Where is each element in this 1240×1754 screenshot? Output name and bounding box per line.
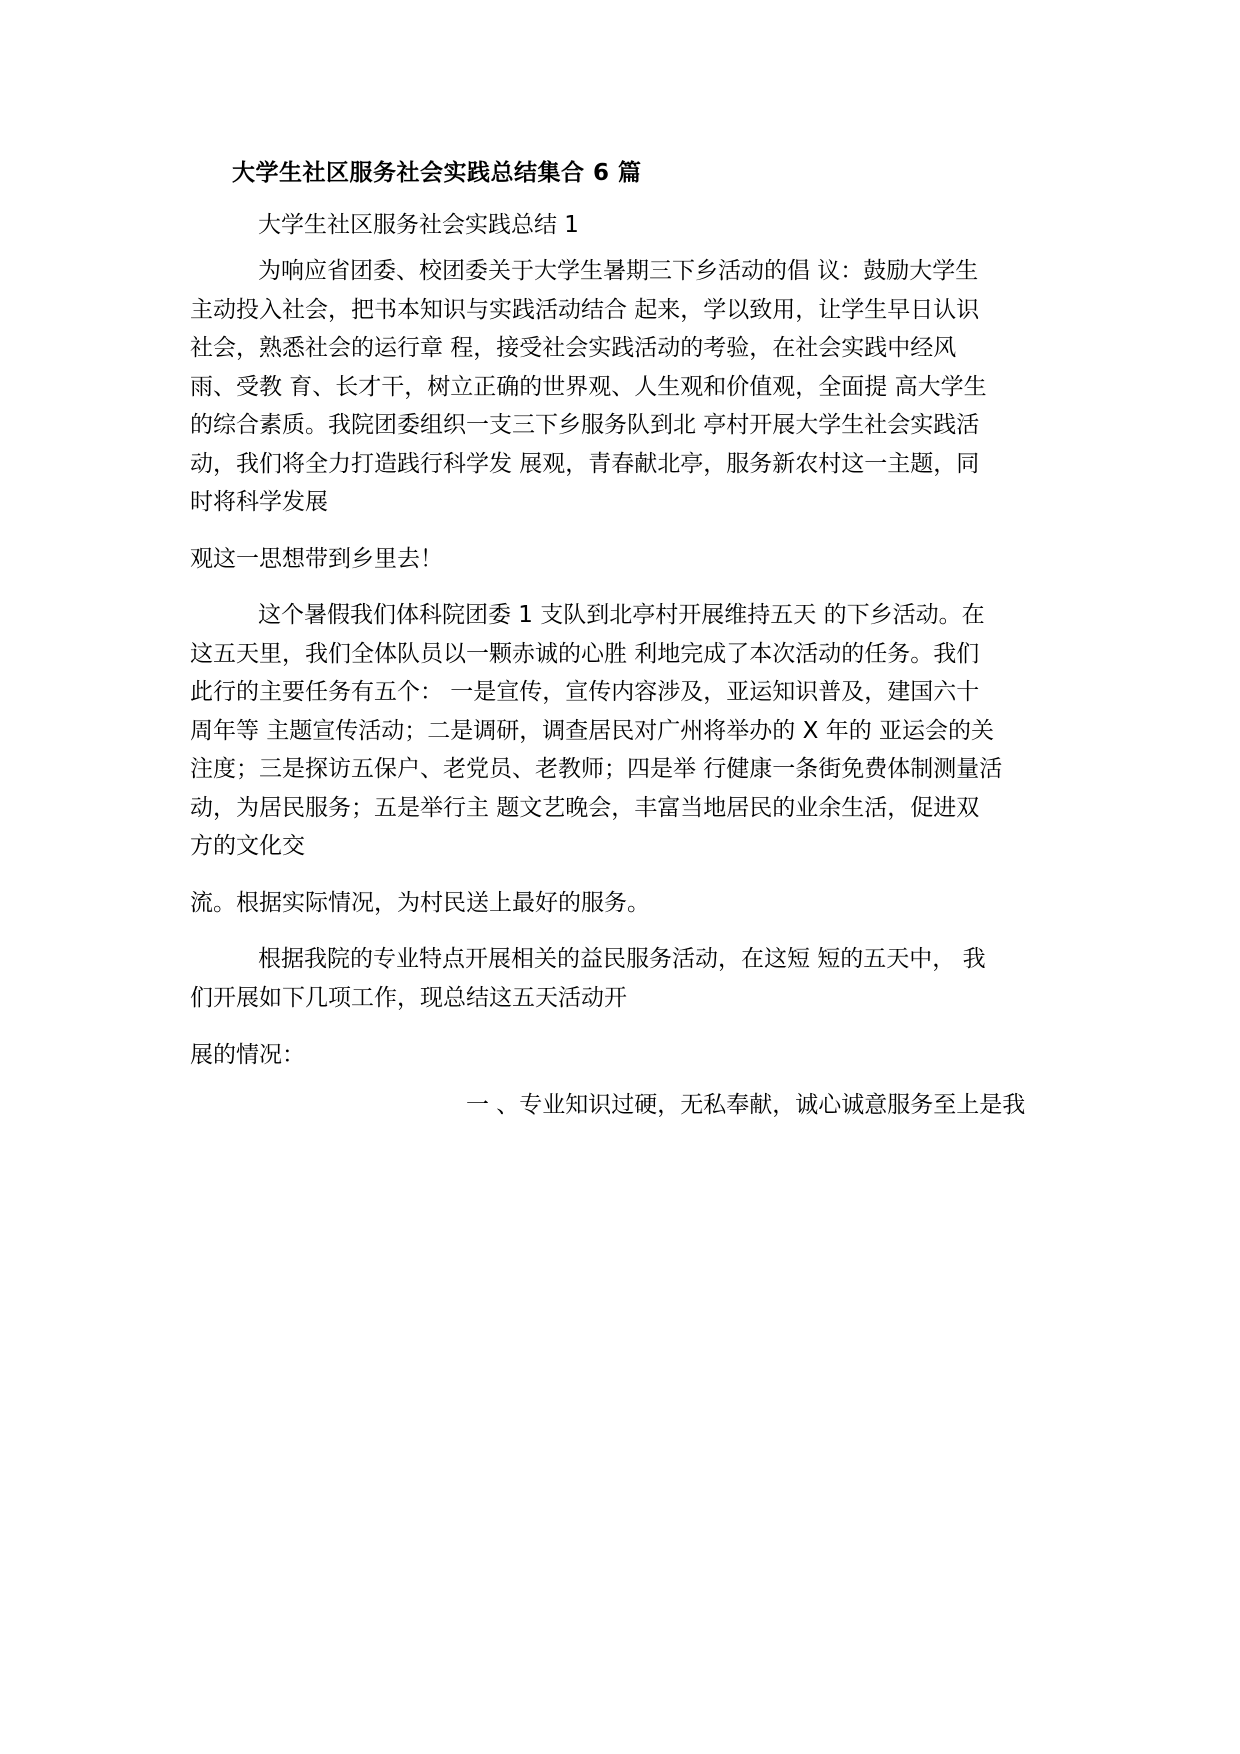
paragraph-line: 展的情况： <box>190 1042 305 1068</box>
paragraph-1 <box>190 252 1070 522</box>
document-title: 大学生社区服务社会实践总结集合 6 篇 <box>232 160 642 186</box>
paragraph-line: 时将科学发展 <box>190 489 328 515</box>
paragraph-3-continuation <box>190 1036 1070 1075</box>
section-subtitle: 大学生社区服务社会实践总结 1 <box>258 212 579 238</box>
paragraph-2 <box>190 596 1070 866</box>
paragraph-1-continuation <box>190 540 1070 579</box>
paragraph-2-continuation <box>190 884 1070 923</box>
section-heading: 一 、专业知识过硬，无私奉献，诚心诚意服务至上是我 <box>466 1092 1026 1118</box>
paragraph-line: 这五天里，我们全体队员以一颗赤诚的心胜 利地完成了本次活动的任务。我们 <box>190 640 980 667</box>
paragraph-3 <box>190 940 1070 1017</box>
paragraph-line: 们开展如下几项工作，现总结这五天活动开 <box>190 984 627 1011</box>
paragraph-line: 流。根据实际情况，为村民送上最好的服务。 <box>190 890 650 916</box>
paragraph-line: 方的文化交 <box>190 833 305 859</box>
paragraph-line: 主动投入社会，把书本知识与实践活动结合 起来，学以致用，让学生早日认识 <box>190 296 980 323</box>
paragraph-line: 根据我院的专业特点开展相关的益民服务活动，在这短 短的五天中， 我 <box>258 946 986 972</box>
paragraph-line: 周年等 主题宣传活动；二是调研，调查居民对广州将举办的 X 年的 亚运会的关 <box>190 717 995 744</box>
paragraph-line: 这个暑假我们体科院团委 1 支队到北亭村开展维持五天 的下乡活动。在 <box>258 602 985 628</box>
paragraph-line: 注度；三是探访五保户、老党员、老教师；四是举 行健康一条街免费体制测量活 <box>190 756 1003 782</box>
paragraph-line: 雨、受教 育、长才干，树立正确的世界观、人生观和价值观，全面提 高大学生 <box>190 373 987 400</box>
paragraph-line: 社会，熟悉社会的运行章 程，接受社会实践活动的考验，在社会实践中经风 <box>190 335 957 361</box>
paragraph-line: 此行的主要任务有五个： 一是宣传，宣传内容涉及，亚运知识普及，建国六十 <box>190 679 980 705</box>
paragraph-line: 观这一思想带到乡里去！ <box>190 546 443 572</box>
paragraph-line: 的综合素质。我院团委组织一支三下乡服务队到北 亭村开展大学生社会实践活 <box>190 412 980 438</box>
paragraph-line: 动，为居民服务；五是举行主 题文艺晚会，丰富当地居民的业余生活，促进双 <box>190 794 980 821</box>
paragraph-line: 为响应省团委、校团委关于大学生暑期三下乡活动的倡 议：鼓励大学生 <box>258 258 979 284</box>
paragraph-line: 动，我们将全力打造践行科学发 展观，青春献北亭，服务新农村这一主题，同 <box>190 450 980 477</box>
